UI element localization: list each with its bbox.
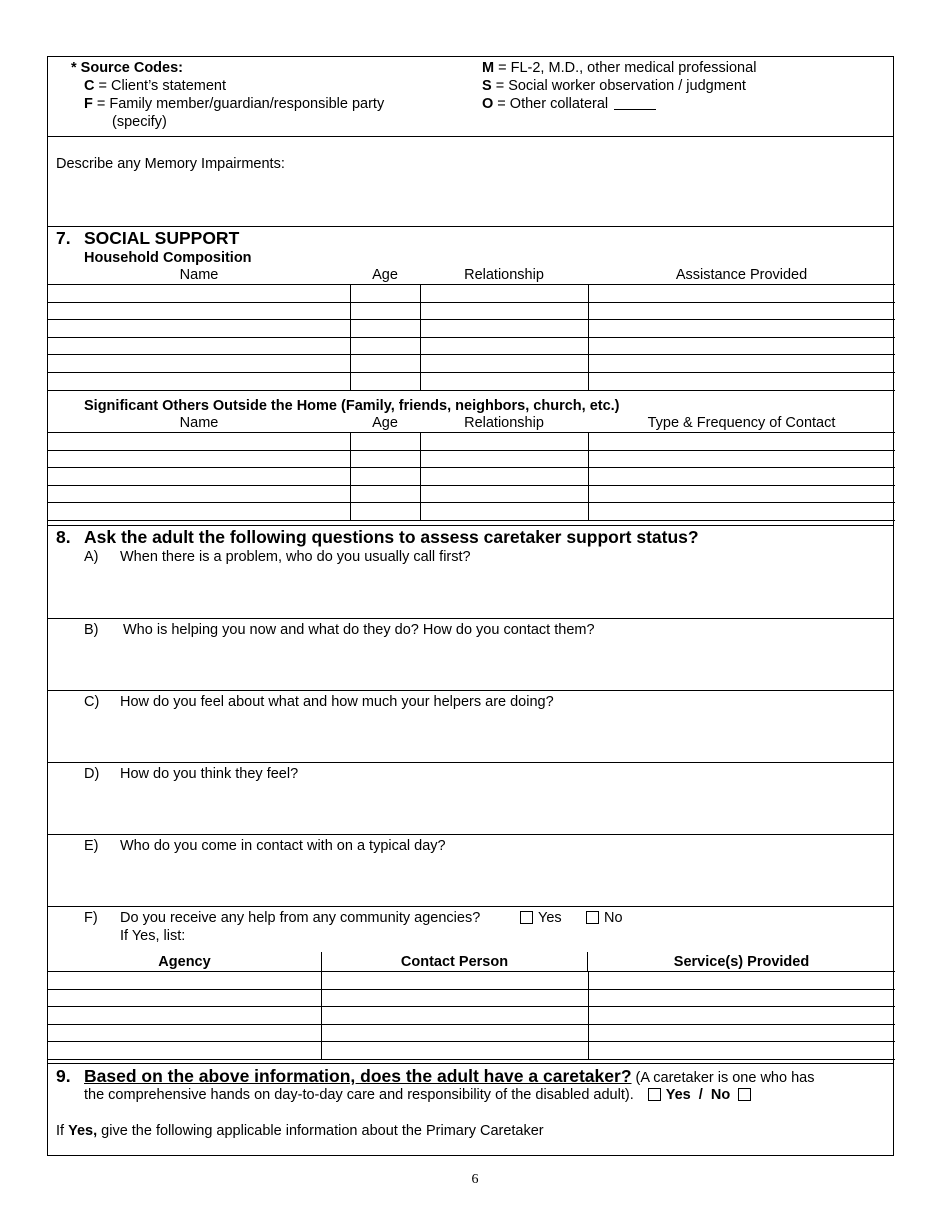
significant-others-table[interactable] bbox=[48, 432, 895, 521]
source-code-o: O = Other collateral bbox=[482, 95, 656, 113]
household-row-cell[interactable] bbox=[48, 302, 350, 320]
household-row-cell[interactable] bbox=[48, 337, 350, 355]
household-row-cell[interactable] bbox=[420, 320, 588, 338]
question-e-letter: E) bbox=[84, 838, 99, 854]
caretaker-yes-checkbox[interactable] bbox=[648, 1088, 661, 1101]
section-9-line-1 bbox=[84, 1066, 814, 1087]
caretaker-yes-label: Yes bbox=[665, 1087, 691, 1103]
household-row[interactable] bbox=[48, 285, 895, 303]
agency-yes-option[interactable]: Yes bbox=[520, 909, 562, 927]
household-title: Household Composition bbox=[84, 250, 252, 266]
agency-row[interactable] bbox=[48, 1007, 895, 1025]
others-col-relationship: Relationship bbox=[464, 415, 544, 431]
primary-caretaker-instructions: If Yes, give the following applicable information about the Primary Caretaker bbox=[56, 1123, 544, 1139]
household-row-cell[interactable] bbox=[588, 372, 895, 390]
household-row-cell[interactable] bbox=[588, 285, 895, 303]
agency-no-option[interactable]: No bbox=[586, 909, 623, 927]
household-row-cell[interactable] bbox=[48, 355, 350, 373]
significant-others-row-cell[interactable] bbox=[350, 468, 420, 486]
agency-row-cell[interactable] bbox=[48, 1024, 321, 1042]
page-number: 6 bbox=[471, 1172, 479, 1187]
agency-row-cell[interactable] bbox=[588, 989, 895, 1007]
agency-row-cell[interactable] bbox=[321, 972, 588, 990]
question-c-text: How do you feel about what and how much your helpers are doing? bbox=[120, 694, 554, 710]
household-row-cell[interactable] bbox=[350, 285, 420, 303]
agency-row-cell[interactable] bbox=[48, 972, 321, 990]
caretaker-no-label: No bbox=[710, 1087, 731, 1103]
significant-others-row[interactable] bbox=[48, 485, 895, 503]
question-e-text: Who do you come in contact with on a typical day? bbox=[120, 838, 446, 854]
significant-others-row-cell[interactable] bbox=[48, 450, 350, 468]
question-c-section[interactable] bbox=[48, 690, 893, 763]
agency-row-cell[interactable] bbox=[48, 1042, 321, 1060]
household-col-age: Age bbox=[372, 267, 398, 283]
question-a-letter: A) bbox=[84, 549, 99, 565]
significant-others-row-cell[interactable] bbox=[420, 468, 588, 486]
agency-list-label: If Yes, list: bbox=[120, 928, 186, 944]
memory-section[interactable] bbox=[48, 136, 893, 227]
memory-label: Describe any Memory Impairments: bbox=[56, 156, 285, 172]
section-7-number: 7. bbox=[56, 228, 71, 248]
household-row-cell[interactable] bbox=[588, 320, 895, 338]
agency-row[interactable] bbox=[48, 972, 895, 990]
others-col-contact: Type & Frequency of Contact bbox=[647, 415, 836, 431]
agency-yes-checkbox[interactable] bbox=[520, 911, 533, 924]
household-row[interactable] bbox=[48, 320, 895, 338]
significant-others-row[interactable] bbox=[48, 450, 895, 468]
agency-row-cell[interactable] bbox=[321, 1024, 588, 1042]
household-row-cell[interactable] bbox=[588, 302, 895, 320]
agency-row-cell[interactable] bbox=[321, 1042, 588, 1060]
question-d-letter: D) bbox=[84, 766, 100, 782]
significant-others-row-cell[interactable] bbox=[350, 450, 420, 468]
significant-others-row-cell[interactable] bbox=[588, 450, 895, 468]
agency-col-agency: Agency bbox=[158, 954, 211, 970]
section-8-number: 8. bbox=[56, 527, 71, 547]
source-code-m: M = FL-2, M.D., other medical professional bbox=[482, 60, 757, 76]
agency-col-contact: Contact Person bbox=[400, 954, 509, 970]
source-code-s: S = Social worker observation / judgment bbox=[482, 78, 746, 94]
social-support-section bbox=[48, 226, 893, 526]
significant-others-row[interactable] bbox=[48, 468, 895, 486]
significant-others-title: Significant Others Outside the Home (Family, friends, neighbors, church, etc.) bbox=[84, 398, 620, 414]
significant-others-row-cell[interactable] bbox=[350, 433, 420, 451]
significant-others-row[interactable] bbox=[48, 503, 895, 521]
section-8-title: Ask the adult the following questions to assess caretaker support status? bbox=[84, 527, 699, 547]
agency-header-divider-1 bbox=[321, 952, 322, 971]
agency-row[interactable] bbox=[48, 1024, 895, 1042]
significant-others-row-cell[interactable] bbox=[420, 450, 588, 468]
agency-table[interactable] bbox=[48, 971, 895, 1060]
question-b-text: Who is helping you now and what do they do? How do you contact them? bbox=[123, 622, 595, 638]
significant-others-row-cell[interactable] bbox=[588, 433, 895, 451]
question-b-section[interactable] bbox=[48, 618, 893, 691]
section-9-number: 9. bbox=[56, 1066, 71, 1086]
significant-others-row-cell[interactable] bbox=[588, 485, 895, 503]
caretaker-slash: / bbox=[698, 1087, 703, 1103]
significant-others-row-cell[interactable] bbox=[48, 485, 350, 503]
caretaker-section bbox=[48, 1063, 893, 1157]
caretaker-no-checkbox[interactable] bbox=[738, 1088, 751, 1101]
significant-others-row-cell[interactable] bbox=[350, 503, 420, 521]
source-code-c: C = Client’s statement bbox=[84, 78, 226, 94]
question-a-text: When there is a problem, who do you usually call first? bbox=[120, 549, 471, 565]
question-f-letter: F) bbox=[84, 910, 98, 926]
question-d-text: How do you think they feel? bbox=[120, 766, 299, 782]
significant-others-row-cell[interactable] bbox=[420, 485, 588, 503]
household-row-cell[interactable] bbox=[350, 302, 420, 320]
other-collateral-field[interactable] bbox=[614, 109, 656, 110]
section-7-title: SOCIAL SUPPORT bbox=[84, 228, 240, 248]
household-row[interactable] bbox=[48, 302, 895, 320]
household-col-relationship: Relationship bbox=[464, 267, 544, 283]
source-code-f: F = Family member/guardian/responsible party bbox=[84, 96, 385, 112]
household-row-cell[interactable] bbox=[48, 372, 350, 390]
question-f-text: Do you receive any help from any community agencies? bbox=[120, 910, 481, 926]
source-codes-heading: * Source Codes: bbox=[71, 60, 183, 76]
household-row-cell[interactable] bbox=[350, 372, 420, 390]
significant-others-row-cell[interactable] bbox=[588, 468, 895, 486]
question-e-section[interactable] bbox=[48, 834, 893, 907]
agency-row-cell[interactable] bbox=[48, 1007, 321, 1025]
agency-no-checkbox[interactable] bbox=[586, 911, 599, 924]
question-c-letter: C) bbox=[84, 694, 100, 710]
others-col-name: Name bbox=[179, 415, 219, 431]
household-row[interactable] bbox=[48, 372, 895, 390]
household-row-cell[interactable] bbox=[350, 320, 420, 338]
agency-header-divider-2 bbox=[587, 952, 588, 971]
agency-row-cell[interactable] bbox=[588, 1042, 895, 1060]
agency-row-cell[interactable] bbox=[588, 1007, 895, 1025]
source-codes-section bbox=[48, 57, 893, 136]
household-row-cell[interactable] bbox=[420, 355, 588, 373]
household-row-cell[interactable] bbox=[350, 355, 420, 373]
significant-others-row-cell[interactable] bbox=[420, 433, 588, 451]
household-row[interactable] bbox=[48, 337, 895, 355]
agency-row-cell[interactable] bbox=[588, 1024, 895, 1042]
question-b-letter: B) bbox=[84, 622, 99, 638]
significant-others-row-cell[interactable] bbox=[48, 433, 350, 451]
household-table[interactable] bbox=[48, 284, 895, 391]
household-row-cell[interactable] bbox=[420, 302, 588, 320]
question-f-section bbox=[48, 906, 893, 1063]
household-row-cell[interactable] bbox=[48, 285, 350, 303]
section-9-line-2 bbox=[84, 1086, 756, 1104]
household-row-cell[interactable] bbox=[420, 337, 588, 355]
household-row-cell[interactable] bbox=[588, 337, 895, 355]
household-row-cell[interactable] bbox=[420, 372, 588, 390]
household-row-cell[interactable] bbox=[420, 285, 588, 303]
household-row-cell[interactable] bbox=[350, 337, 420, 355]
agency-col-services: Service(s) Provided bbox=[673, 954, 810, 970]
question-a-section[interactable] bbox=[48, 525, 893, 619]
household-col-name: Name bbox=[179, 267, 219, 283]
section-9-title: Based on the above information, does the adult have a caretaker? bbox=[84, 1066, 632, 1086]
agency-row-cell[interactable] bbox=[321, 1007, 588, 1025]
significant-others-row-cell[interactable] bbox=[48, 503, 350, 521]
agency-row-cell[interactable] bbox=[48, 989, 321, 1007]
agency-row[interactable] bbox=[48, 989, 895, 1007]
others-col-age: Age bbox=[372, 415, 398, 431]
significant-others-row-cell[interactable] bbox=[420, 503, 588, 521]
section-9-note-2: the comprehensive hands on day-to-day care and responsibility of the disabled adult). bbox=[84, 1087, 634, 1103]
question-d-section[interactable] bbox=[48, 762, 893, 835]
significant-others-row-cell[interactable] bbox=[48, 468, 350, 486]
significant-others-row-cell[interactable] bbox=[350, 485, 420, 503]
assessment-form bbox=[47, 56, 894, 1156]
significant-others-row[interactable] bbox=[48, 433, 895, 451]
section-9-note-1: (A caretaker is one who has bbox=[631, 1070, 815, 1086]
household-col-assistance: Assistance Provided bbox=[675, 267, 808, 283]
household-row[interactable] bbox=[48, 355, 895, 373]
source-code-specify: (specify) bbox=[112, 114, 167, 130]
household-row-cell[interactable] bbox=[588, 355, 895, 373]
agency-row-cell[interactable] bbox=[321, 989, 588, 1007]
significant-others-row-cell[interactable] bbox=[588, 503, 895, 521]
agency-row-cell[interactable] bbox=[588, 972, 895, 990]
agency-row[interactable] bbox=[48, 1042, 895, 1060]
household-row-cell[interactable] bbox=[48, 320, 350, 338]
